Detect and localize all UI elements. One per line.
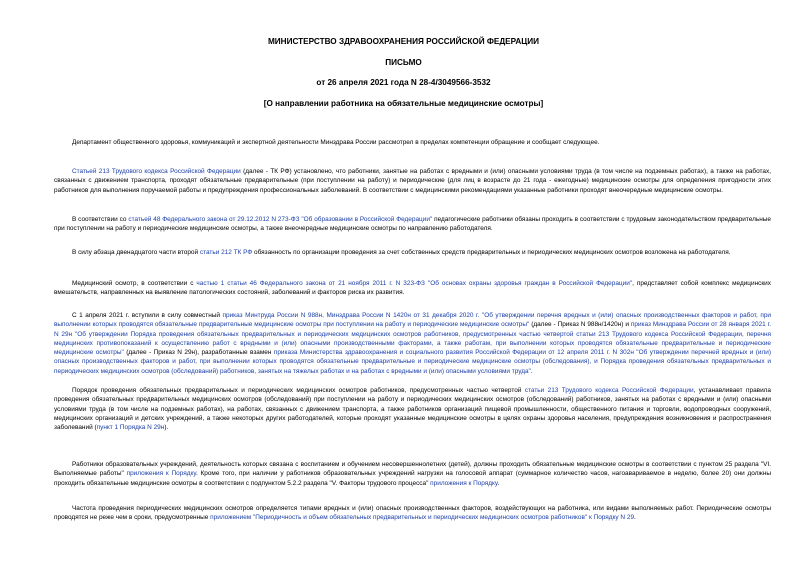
link-tk-article-213[interactable]: статьи 213 Трудового кодекса Российской Федерации bbox=[524, 387, 694, 394]
paragraph-text: В силу абзаца двенадцатого части второй bbox=[72, 249, 200, 256]
paragraph-text: . bbox=[530, 367, 533, 375]
paragraph-8 bbox=[54, 460, 771, 488]
link-law-273-article-48[interactable]: статьей 48 Федерального закона от 29.12.2012 N 273-ФЗ "Об образовании в Российской Федерации" bbox=[128, 216, 433, 223]
paragraph-text: , представляет собой комплекс медицинских вмешательств, направленных на выявление патологических состояний, заболеваний и факторов риска их развития. bbox=[54, 280, 771, 297]
paragraph-text: Порядок проведения обязательных предварительных и периодических медицинских осмотров работников, предусмотренных частью четвертой bbox=[72, 387, 525, 394]
link-order-988n-1420n[interactable]: приказ Минтруда России N 988н, Минздрава России N 1420н от 31 декабря 2020 г. "Об утверждении перечня вредных и (или) опасных производственных факторов и работ, при выполнении которых проводятся обязательные предварительные медицинские осмотры при поступлении на работу и периодические медицинские осмотры" bbox=[54, 312, 771, 329]
paragraph-text: . Кроме того, при наличии у работников образовательных учреждений нагрузки на голосовой аппарат (суммарное количество часов, нагоавариваемое в неделю, более 20) они должны проходить обязательные медицинские осмотры в соответствии с подпунктом 5.2.2 раздела "V. Факторы трудового процесса" bbox=[54, 470, 771, 487]
paragraph-3 bbox=[54, 215, 771, 234]
paragraph-2 bbox=[54, 167, 771, 195]
link-order-302n[interactable]: приказа Министерства здравоохранения и социального развития Российской Федерации от 12 апреля 2011 г. N 302н "Об утверждении перечней вредных и (или) опасных производственных факторов и работ, при выполнении которых проводятся обязательные предварительные и периодические медицинские осмотры (обследования), и Порядка проведения обязательных предварительных и периодических медицинских осмотров (обследований) работников, занятых на тяжелых работах и на работах с вредными и (или) опасными условиями труда" bbox=[54, 349, 772, 375]
link-procedure-appendix[interactable]: приложения к Порядку bbox=[430, 479, 498, 487]
link-periodicity-appendix[interactable]: приложением "Периодичность и объем обязательных предварительных и периодических медицинских осмотров работников" к Порядку N 29 bbox=[210, 514, 635, 522]
link-order-29n[interactable]: приказ Минздрава России от 28 января 2021 г. N 29н "Об утверждении Порядка проведения обязательных предварительных и периодических медицинских осмотров работников, предусмотренных частью четвертой статьи 213 Трудового кодекса Российской Федерации, перечня медицинских противопоказаний к осуществлению работ с вредными и (или) опасными производственными факторами, а также работам, при выполнении которых проводятся обязательные предварительные и периодические медицинские осмотры" bbox=[54, 321, 771, 356]
paragraph-text: С 1 апреля 2021 г. вступили в силу совместный bbox=[72, 312, 223, 319]
paragraph-text: . bbox=[497, 479, 500, 487]
link-procedure-appendix[interactable]: приложения к Порядку bbox=[126, 470, 196, 478]
paragraph-text: Частота проведения периодических медицинских осмотров определяется типами вредных и (или) опасных производственных факторов, воздействующих на работника, или видами выполняемых работ. Периодические осмотры проводятся не реже чем в сроки, предусмотренные bbox=[54, 505, 771, 522]
link-law-323-article-46[interactable]: частью 1 статьи 46 Федерального закона от 21 ноября 2011 г. N 323-ФЗ "Об основах охраны здоровья граждан в Российской Федерации" bbox=[196, 280, 633, 287]
paragraph-text: (далее - Приказ N 29н), разработанные взамен bbox=[123, 349, 274, 356]
paragraph-text: Работники образовательных учреждений, деятельность которых связана с воспитанием и обучением несовершеннолетних (детей), должны проходить обязательные медицинские осмотры в соответствии с пунктом 25 раздела "VI. Выполняемые работы" bbox=[54, 461, 771, 478]
paragraph-text: В соответствии со bbox=[72, 216, 129, 223]
document-type: ПИСЬМО bbox=[385, 58, 422, 67]
paragraph-text: Департамент общественного здоровья, коммуникаций и экспертной деятельности Минздрава России рассмотрел в пределах компетенции обращение и сообщает следующее. bbox=[72, 139, 600, 146]
paragraph-text: (далее - ТК РФ) установлено, что работники, занятые на работах с вредными и (или) опасными условиями труда (в том числе на подземных работах), а также на работах, связанных с движением транспорта, проходят обязательные предварительные (при поступлении на работу) и периодические (для лиц в возрасте до 21 года - ежегодные) медицинские осмотры для определения пригодности этих работников для выполнения поручаемой работы и предупреждения профессиональных заболеваний. В соответствии с медицинскими рекомендациями указанные работники проходят внеочередные медицинские осмотры. bbox=[54, 168, 771, 194]
paragraph-text: , устанавливает правила проведения обязательных предварительных медицинских осмотров (обследований) при поступлении на работу и периодических медицинских осмотров (обследований) работников, занятых на работах с вредными и (или) опасными условиями труда (в том числе на подземных работах), на работах, связанных с движением транспорта, а также работников организаций пищевой промышленности, общественного питания и торговли, водопроводных сооружений, медицинских организаций и детских учреждений, а также некоторых других работодателей, которые проходят указанные медицинские осмотры в целях охраны здоровья населения, предупреждения возникновения и распространения заболеваний ( bbox=[54, 387, 772, 431]
link-tk-article-212[interactable]: статьи 212 ТК РФ bbox=[199, 249, 253, 256]
document-date-number: от 26 апреля 2021 года N 28-4/3049566-3532 bbox=[316, 78, 491, 87]
paragraph-5 bbox=[54, 279, 771, 298]
document-subject: [О направлении работника на обязательные медицинские осмотры] bbox=[263, 99, 544, 108]
paragraph-text: (далее - Приказ N 988н/1420н) и bbox=[529, 321, 631, 329]
paragraph-text: Медицинский осмотр, в соответствии с bbox=[72, 280, 197, 287]
link-procedure-item-1[interactable]: пункт 1 Порядка N 29н bbox=[96, 424, 165, 431]
paragraph-4 bbox=[54, 248, 771, 257]
link-tk-article-213[interactable]: Статьей 213 Трудового кодекса Российской Федерации bbox=[72, 168, 241, 175]
paragraph-7 bbox=[54, 386, 771, 432]
paragraph-6 bbox=[54, 311, 771, 376]
paragraph-text: обязанность по организации проведения за счет собственных средств предварительных и периодических медицинских осмотров возложена на работодателя. bbox=[252, 249, 731, 256]
paragraph-text: педагогические работники обязаны проходить в соответствии с трудовым законодательством предварительные при поступлении на работу и периодические медицинские осмотры, а также внеочередные медицинские осмотры по направлению работодателя. bbox=[54, 216, 771, 233]
paragraph-9 bbox=[54, 504, 771, 523]
paragraph-text: ). bbox=[164, 424, 169, 431]
paragraph-1 bbox=[54, 138, 771, 147]
paragraph-text: . bbox=[634, 514, 636, 522]
ministry-heading: МИНИСТЕРСТВО ЗДРАВООХРАНЕНИЯ РОССИЙСКОЙ ФЕДЕРАЦИИ bbox=[267, 37, 540, 46]
